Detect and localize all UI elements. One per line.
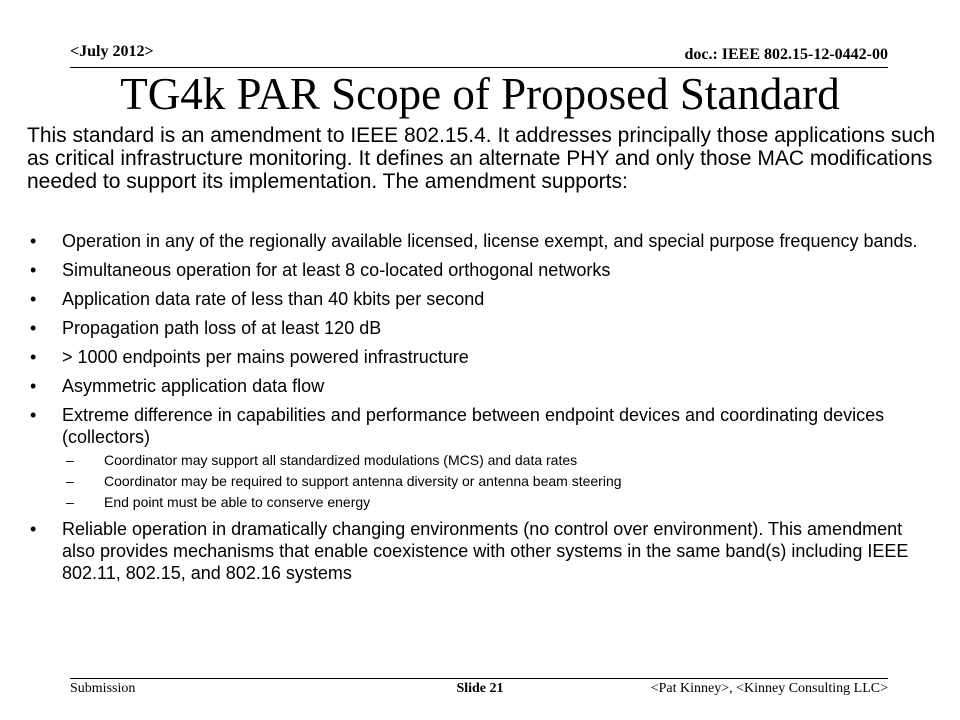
bullet-glyph: • bbox=[30, 231, 37, 251]
sub-bullet-text: Coordinator may be required to support antenna diversity or antenna beam steering bbox=[104, 473, 622, 489]
footer-divider bbox=[70, 678, 888, 679]
footer-slide-number: Slide 21 bbox=[456, 681, 504, 696]
header-date: <July 2012> bbox=[70, 43, 154, 60]
bullet-glyph: • bbox=[30, 260, 37, 280]
bullet-text: Simultaneous operation for at least 8 co-located orthogonal networks bbox=[62, 260, 611, 280]
bullet-item bbox=[27, 518, 939, 584]
bullet-item bbox=[27, 404, 939, 511]
bullet-text: Extreme difference in capabilities and performance between endpoint devices and coordinating devices (collectors) bbox=[62, 405, 885, 447]
footer-submission: Submission bbox=[70, 681, 136, 696]
bullet-text: Reliable operation in dramatically changing environments (no control over environment). This amendment also provides mechanisms that enable coexistence with other systems in the same band(s) including IEEE 802.11, 802.15, and 802.16 systems bbox=[62, 519, 909, 583]
header-doc-id: doc.: IEEE 802.15-12-0442-00 bbox=[684, 46, 888, 63]
bullet-item bbox=[27, 230, 939, 252]
bullet-text: Operation in any of the regionally available licensed, license exempt, and special purpose frequency bands. bbox=[62, 231, 918, 251]
bullet-text: Application data rate of less than 40 kbits per second bbox=[62, 289, 485, 309]
sub-bullet-item bbox=[62, 473, 939, 490]
sub-bullet-glyph: – bbox=[66, 473, 74, 489]
bullet-item bbox=[27, 346, 939, 368]
sub-bullet-glyph: – bbox=[66, 452, 74, 468]
bullet-glyph: • bbox=[30, 289, 37, 309]
bullet-list bbox=[27, 230, 939, 591]
bullet-text: Propagation path loss of at least 120 dB bbox=[62, 318, 382, 338]
bullet-item bbox=[27, 317, 939, 339]
sub-bullet-glyph: – bbox=[66, 494, 74, 510]
slide-title: TG4k PAR Scope of Proposed Standard bbox=[120, 69, 840, 119]
bullet-glyph: • bbox=[30, 347, 37, 367]
bullet-glyph: • bbox=[30, 519, 37, 539]
bullet-item bbox=[27, 375, 939, 397]
intro-paragraph: This standard is an amendment to IEEE 802.15.4. It addresses principally those applications such as critical infrastructure monitoring. It defines an alternate PHY and only those MAC modifications needed to support its implementation. The amendment supports: bbox=[27, 124, 936, 193]
sub-bullet-list bbox=[62, 452, 939, 511]
sub-bullet-text: End point must be able to conserve energy bbox=[104, 494, 371, 510]
bullet-text: > 1000 endpoints per mains powered infrastructure bbox=[62, 347, 469, 367]
bullet-glyph: • bbox=[30, 318, 37, 338]
sub-bullet-item bbox=[62, 494, 939, 511]
bullet-glyph: • bbox=[30, 376, 37, 396]
sub-bullet-text: Coordinator may support all standardized modulations (MCS) and data rates bbox=[104, 452, 578, 468]
bullet-item bbox=[27, 259, 939, 281]
bullet-text: Asymmetric application data flow bbox=[62, 376, 325, 396]
bullet-item bbox=[27, 288, 939, 310]
bullet-glyph: • bbox=[30, 405, 37, 425]
sub-bullet-item bbox=[62, 452, 939, 469]
footer-author: <Pat Kinney>, <Kinney Consulting LLC> bbox=[650, 681, 888, 696]
